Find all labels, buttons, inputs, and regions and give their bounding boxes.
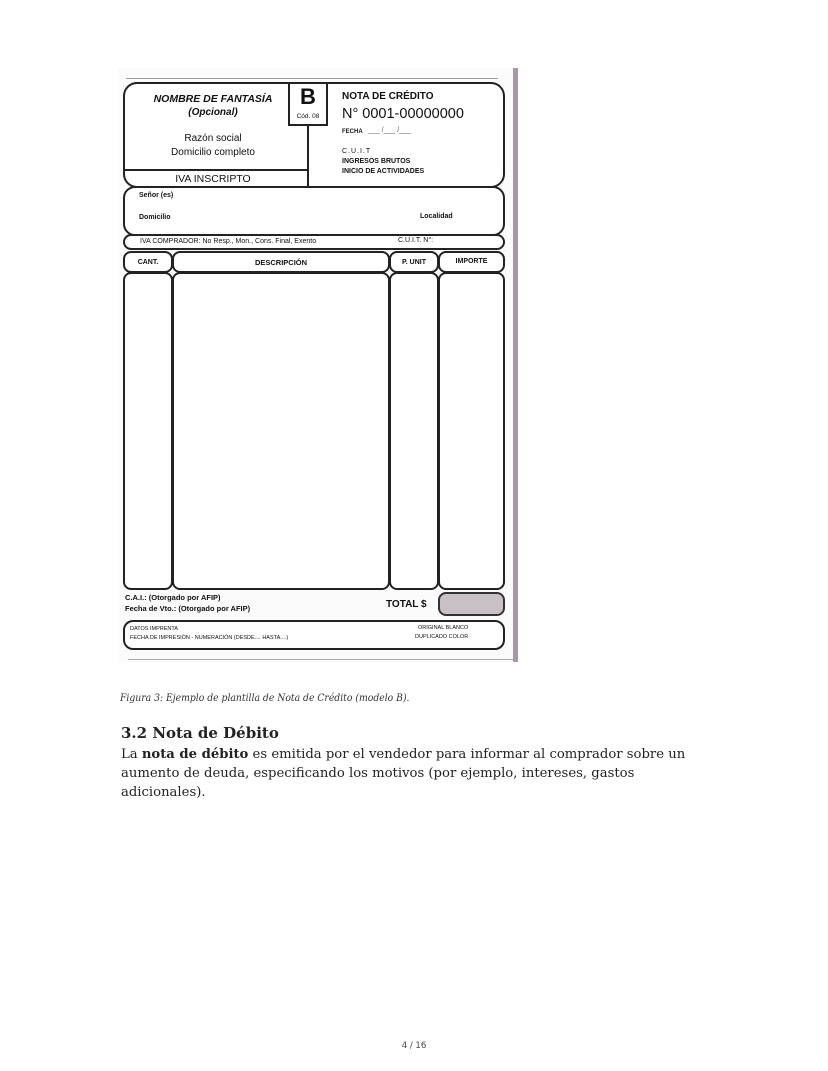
customer-address-label: Domicilio [139,214,171,221]
paragraph-rest: es emitida por el vendedor para informar al comprador sobre un aumento de deuda, especificando los motivos (por ejemplo, intereses, gastos adicionales). [121,747,686,800]
credit-note-template-figure [118,68,518,662]
total-amount-box [438,592,505,616]
customer-name-label: Señor (es) [139,192,174,199]
col-body-amount [438,272,505,590]
original-copy-label: ORIGINAL BLANCO [418,625,469,631]
start-activity-label: INICIO DE ACTIVIDADES [342,168,425,175]
duplicate-copy-label: DUPLICADO COLOR [415,634,469,640]
vat-buyer-label: IVA COMPRADOR: No Resp., Mon., Cons. Final, Exento [140,238,317,245]
company-address: Domicilio completo [171,147,255,158]
col-header-description-label: DESCRIPCIÓN [254,258,308,267]
col-body-description [172,272,390,590]
credit-note-form [118,68,518,662]
gross-income-label: INGRESOS BRUTOS [342,158,411,165]
section-paragraph [121,745,721,802]
date-placeholder: ___ /___ /___ [368,127,411,134]
business-name-note: (Opcional) [188,107,238,118]
expiry-label: Fecha de Vto.: (Otorgado por AFIP) [125,604,251,613]
cai-label: C.A.I.: (Otorgado por AFIP) [125,593,221,602]
document-number: N° 0001-00000000 [342,106,464,122]
col-header-qty-label: CANT. [137,259,159,266]
paragraph-bold-term: nota de débito [141,747,249,762]
vat-divider [123,169,309,171]
printer-data-label: DATOS IMPRENTA [130,626,178,632]
customer-box [123,186,505,236]
col-body-unit-price [389,272,439,590]
business-name: NOMBRE DE FANTASÍA [153,93,273,105]
invoice-type-code: Cód. 08 [296,113,320,120]
section-heading: 3.2 Nota de Débito [121,724,279,742]
page-number: 4 / 16 [401,1041,427,1051]
customer-cuit-label: C.U.I.T. N°: [398,237,434,244]
print-date-label: FECHA DE IMPRESIÓN - NUMERACIÓN (DESDE.... HASTA....) [130,635,289,641]
document-title: NOTA DE CRÉDITO [342,91,434,102]
date-label: FECHA [342,129,363,135]
customer-locality-label: Localidad [420,213,453,220]
cuit-label: C.U.I.T [342,148,372,155]
company-name: Razón social [184,133,242,144]
invoice-type-letter: B [300,84,316,109]
figure-caption: Figura 3: Ejemplo de plantilla de Nota de Crédito (modelo B). [120,692,410,704]
vat-status: IVA INSCRIPTO [175,173,251,185]
total-label: TOTAL $ [386,599,427,610]
col-body-qty [123,272,173,590]
col-header-unit-price-label: P. UNIT [402,259,426,266]
paragraph-prefix: La [121,747,142,762]
col-header-amount-label: IMPORTE [455,258,488,265]
